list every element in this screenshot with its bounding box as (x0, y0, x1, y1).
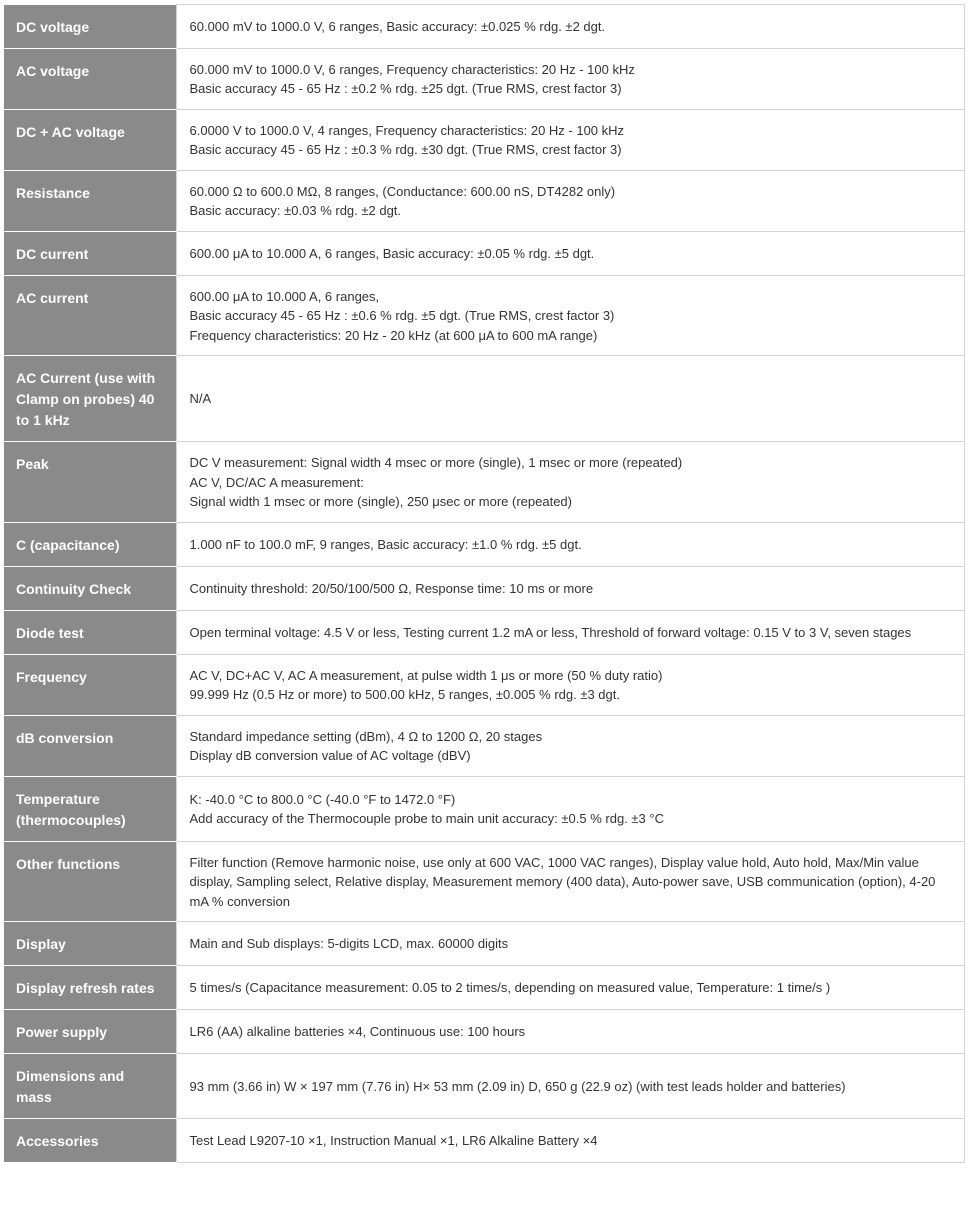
spec-value-line: 6.0000 V to 1000.0 V, 4 ranges, Frequency characteristics: 20 Hz - 100 kHz (189, 122, 625, 138)
spec-row (4, 522, 964, 566)
spec-row (4, 966, 964, 1010)
spec-label: Diode test (4, 610, 176, 654)
spec-value-line: K: -40.0 °C to 800.0 °C (-40.0 °F to 1472.0 °F) (189, 791, 456, 807)
spec-label: Power supply (4, 1010, 176, 1054)
spec-value-line: 1.000 nF to 100.0 mF, 9 ranges, Basic accuracy: ±1.0 % rdg. ±5 dgt. (189, 536, 582, 552)
spec-value (176, 610, 964, 654)
spec-label: Display (4, 922, 176, 966)
spec-row (4, 170, 964, 231)
spec-row (4, 5, 964, 49)
spec-value-line: Basic accuracy 45 - 65 Hz : ±0.6 % rdg. ±5 dgt. (True RMS, crest factor 3) (189, 308, 615, 323)
spec-value (176, 231, 964, 275)
spec-row (4, 1010, 964, 1054)
spec-row (4, 442, 964, 523)
spec-value (176, 566, 964, 610)
spec-value-line: DC V measurement: Signal width 4 msec or more (single), 1 msec or more (repeated) (189, 455, 683, 470)
spec-value-line: Basic accuracy: ±0.03 % rdg. ±2 dgt. (189, 203, 402, 218)
spec-value-line: LR6 (AA) alkaline batteries ×4, Continuous use: 100 hours (189, 1024, 526, 1040)
spec-value (176, 5, 964, 49)
spec-label: DC current (4, 231, 176, 275)
spec-value-line: Open terminal voltage: 4.5 V or less, Testing current 1.2 mA or less, Threshold of forward voltage: 0.15 V to 3 V, seven stages (189, 624, 912, 640)
spec-value (176, 1010, 964, 1054)
spec-label: Frequency (4, 654, 176, 715)
spec-label: AC Current (use with Clamp on probes) 40 to 1 kHz (4, 356, 176, 442)
spec-label: Dimensions and mass (4, 1054, 176, 1119)
spec-row (4, 356, 964, 442)
spec-label: Display refresh rates (4, 966, 176, 1010)
spec-value (176, 356, 964, 442)
spec-value-line: AC V, DC/AC A measurement: (189, 474, 364, 490)
spec-row (4, 231, 964, 275)
spec-table (4, 4, 965, 1163)
spec-row (4, 654, 964, 715)
spec-label: Temperature (thermocouples) (4, 776, 176, 841)
spec-value-line: Filter function (Remove harmonic noise, use only at 600 VAC, 1000 VAC ranges), Display value hold, Auto hold, Max/Min value display, Sampling select, Relative display, Measurement memory (400 data), Auto-power save, USB communication (option), 4-20 mA % conversion (189, 854, 936, 909)
spec-value-line: 600.00 μA to 10.000 A, 6 ranges, (189, 288, 380, 304)
spec-value (176, 966, 964, 1010)
spec-label: C (capacitance) (4, 522, 176, 566)
spec-value-line: Basic accuracy 45 - 65 Hz : ±0.2 % rdg. ±25 dgt. (True RMS, crest factor 3) (189, 81, 622, 96)
spec-row (4, 275, 964, 356)
spec-value-line: 60.000 mV to 1000.0 V, 6 ranges, Frequency characteristics: 20 Hz - 100 kHz (189, 61, 635, 77)
spec-value-line: 60.000 Ω to 600.0 MΩ, 8 ranges, (Conductance: 600.00 nS, DT4282 only) (189, 183, 616, 199)
spec-value (176, 1054, 964, 1119)
spec-label: Resistance (4, 170, 176, 231)
spec-row (4, 1119, 964, 1163)
spec-label: Continuity Check (4, 566, 176, 610)
spec-row (4, 109, 964, 170)
spec-label: Peak (4, 442, 176, 523)
spec-row (4, 841, 964, 922)
spec-value (176, 442, 964, 523)
spec-value (176, 109, 964, 170)
spec-label: dB conversion (4, 715, 176, 776)
spec-value (176, 522, 964, 566)
spec-value-line: Add accuracy of the Thermocouple probe to main unit accuracy: ±0.5 % rdg. ±3 °C (189, 811, 664, 826)
spec-value-line: 5 times/s (Capacitance measurement: 0.05 to 2 times/s, depending on measured value, Temperature: 1 time/s ) (189, 980, 831, 996)
spec-value (176, 1119, 964, 1163)
spec-label: Other functions (4, 841, 176, 922)
spec-value-line: N/A (189, 391, 212, 407)
spec-value-line: 60.000 mV to 1000.0 V, 6 ranges, Basic accuracy: ±0.025 % rdg. ±2 dgt. (189, 19, 606, 34)
spec-value-line: 99.999 Hz (0.5 Hz or more) to 500.00 kHz, 5 ranges, ±0.005 % rdg. ±3 dgt. (189, 687, 620, 702)
spec-row (4, 566, 964, 610)
spec-value-line: Display dB conversion value of AC voltage (dBV) (189, 748, 471, 763)
spec-value (176, 841, 964, 922)
spec-value (176, 48, 964, 109)
spec-value-line: Frequency characteristics: 20 Hz - 20 kHz (at 600 μA to 600 mA range) (189, 327, 598, 343)
spec-value (176, 170, 964, 231)
spec-value-line: Signal width 1 msec or more (single), 250 μsec or more (repeated) (189, 494, 572, 509)
spec-value-line: 93 mm (3.66 in) W × 197 mm (7.76 in) H× 53 mm (2.09 in) D, 650 g (22.9 oz) (with test leads holder and batteries) (189, 1078, 846, 1094)
spec-row (4, 48, 964, 109)
spec-value (176, 715, 964, 776)
spec-row (4, 922, 964, 966)
spec-value (176, 922, 964, 966)
spec-value-line: Basic accuracy 45 - 65 Hz : ±0.3 % rdg. ±30 dgt. (True RMS, crest factor 3) (189, 142, 622, 157)
spec-label: AC current (4, 275, 176, 356)
spec-table-body (4, 5, 964, 1163)
spec-value-line: Main and Sub displays: 5-digits LCD, max. 60000 digits (189, 936, 509, 952)
spec-value-line: AC V, DC+AC V, AC A measurement, at pulse width 1 μs or more (50 % duty ratio) (189, 667, 663, 683)
spec-value (176, 654, 964, 715)
spec-label: DC voltage (4, 5, 176, 49)
spec-value-line: Standard impedance setting (dBm), 4 Ω to 1200 Ω, 20 stages (189, 728, 543, 744)
spec-label: Accessories (4, 1119, 176, 1163)
spec-label: AC voltage (4, 48, 176, 109)
spec-label: DC + AC voltage (4, 109, 176, 170)
spec-value (176, 275, 964, 356)
spec-value (176, 776, 964, 841)
spec-row (4, 610, 964, 654)
spec-value-line: Test Lead L9207-10 ×1, Instruction Manual ×1, LR6 Alkaline Battery ×4 (189, 1133, 598, 1149)
spec-row (4, 776, 964, 841)
spec-row (4, 715, 964, 776)
spec-value-line: 600.00 μA to 10.000 A, 6 ranges, Basic accuracy: ±0.05 % rdg. ±5 dgt. (189, 245, 595, 261)
spec-value-line: Continuity threshold: 20/50/100/500 Ω, Response time: 10 ms or more (189, 580, 594, 596)
spec-row (4, 1054, 964, 1119)
